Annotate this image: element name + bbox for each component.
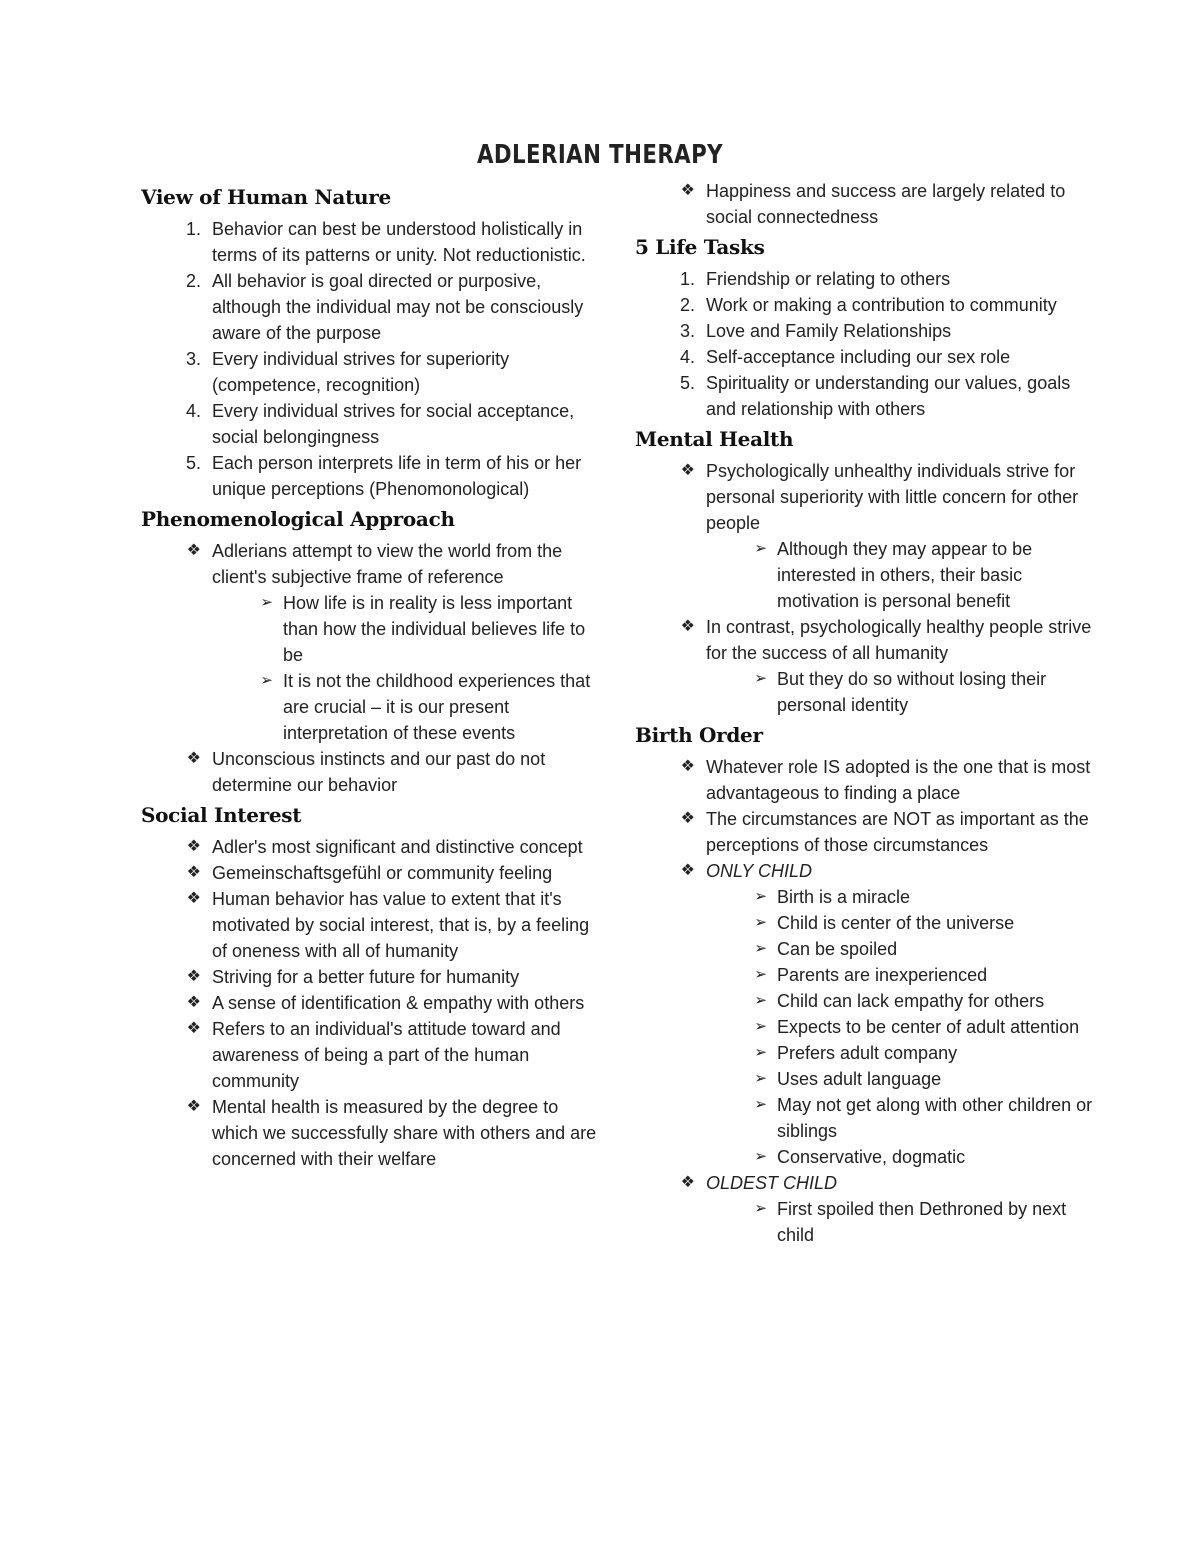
- sub-list-item: [635, 910, 1095, 936]
- arrow-bullet-icon: ➢: [754, 670, 767, 687]
- list-item: [141, 398, 601, 450]
- diamond-bullet-icon: ❖: [680, 758, 695, 775]
- arrow-bullet-icon: ➢: [754, 540, 767, 557]
- list-item-text: Striving for a better future for humanity: [212, 967, 520, 987]
- subheading-only-child: ONLY CHILD: [706, 861, 813, 881]
- diamond-bullet-icon: ❖: [680, 862, 695, 879]
- list-item-text: Although they may appear to be interested in others, their basic motivation is personal benefit: [777, 539, 1033, 611]
- list-item: [635, 1170, 1095, 1196]
- list-item: [635, 806, 1095, 858]
- diamond-bullet-icon: ❖: [680, 182, 695, 199]
- list-item-text: Work or making a contribution to community: [706, 295, 1057, 315]
- arrow-bullet-icon: ➢: [754, 966, 767, 983]
- sub-list-item: [635, 666, 1095, 718]
- list-item: [141, 346, 601, 398]
- list-item-text: Can be spoiled: [777, 939, 898, 959]
- list-item: [141, 1016, 601, 1094]
- diamond-bullet-icon: ❖: [680, 1174, 695, 1191]
- list-item-text: Behavior can best be understood holistically in terms of its patterns or unity. Not reductionistic.: [212, 219, 586, 265]
- arrow-bullet-icon: ➢: [260, 672, 273, 689]
- list-item-text: Whatever role IS adopted is the one that is most advantageous to finding a place: [706, 757, 1091, 803]
- sub-list-item: [635, 936, 1095, 962]
- list-item: [635, 754, 1095, 806]
- right-column: [635, 178, 1095, 1248]
- bullet-list-phenomenological: [141, 538, 601, 798]
- list-item-text: Each person interprets life in term of his or her unique perceptions (Phenomonological): [212, 453, 582, 499]
- list-item-text: In contrast, psychologically healthy people strive for the success of all humanity: [706, 617, 1092, 663]
- list-number: 1.: [679, 269, 695, 289]
- subheading-oldest-child: OLDEST CHILD: [706, 1173, 838, 1193]
- list-item: [141, 860, 601, 886]
- list-number: 5.: [679, 373, 695, 393]
- arrow-bullet-icon: ➢: [754, 1200, 767, 1217]
- list-item-text: Love and Family Relationships: [706, 321, 952, 341]
- section-heading-birth-order: Birth Order: [635, 723, 763, 747]
- list-item-text: Adlerians attempt to view the world from the client's subjective frame of reference: [212, 541, 563, 587]
- sub-list-item: [141, 668, 601, 746]
- diamond-bullet-icon: ❖: [680, 462, 695, 479]
- sub-list-item: [635, 1196, 1095, 1248]
- bullet-list-continued: [635, 178, 1095, 230]
- section-heading-mental-health: Mental Health: [635, 427, 794, 451]
- section-heading-phenomenological-approach: Phenomenological Approach: [141, 507, 455, 531]
- list-item-text: Conservative, dogmatic: [777, 1147, 966, 1167]
- diamond-bullet-icon: ❖: [186, 968, 201, 985]
- arrow-bullet-icon: ➢: [754, 914, 767, 931]
- list-item: [141, 990, 601, 1016]
- list-item-text: Expects to be center of adult attention: [777, 1017, 1080, 1037]
- arrow-bullet-icon: ➢: [754, 1044, 767, 1061]
- sub-list-item: [141, 590, 601, 668]
- bullet-list-social-interest: [141, 834, 601, 1172]
- diamond-bullet-icon: ❖: [186, 750, 201, 767]
- list-item-text: Prefers adult company: [777, 1043, 958, 1063]
- list-item-text: It is not the childhood experiences that are crucial – it is our present interpretation of these events: [283, 671, 591, 743]
- list-item: [635, 858, 1095, 884]
- list-item-text: Happiness and success are largely related to social connectedness: [706, 181, 1066, 227]
- sub-list-item: [635, 1092, 1095, 1144]
- list-item: [635, 614, 1095, 666]
- sub-list-item: [635, 962, 1095, 988]
- numbered-list-life-tasks: [635, 266, 1095, 422]
- list-item: [141, 886, 601, 964]
- list-item: [635, 344, 1095, 370]
- list-item-text: Every individual strives for social acceptance, social belongingness: [212, 401, 575, 447]
- diamond-bullet-icon: ❖: [680, 618, 695, 635]
- list-item: [141, 268, 601, 346]
- list-item: [635, 370, 1095, 422]
- list-item: [141, 964, 601, 990]
- list-number: 4.: [185, 401, 201, 421]
- bullet-list-mental-health: [635, 458, 1095, 718]
- list-item: [141, 746, 601, 798]
- sub-list-item: [635, 1144, 1095, 1170]
- diamond-bullet-icon: ❖: [186, 890, 201, 907]
- list-number: 4.: [679, 347, 695, 367]
- diamond-bullet-icon: ❖: [186, 994, 201, 1011]
- list-item: [141, 450, 601, 502]
- list-item: [141, 834, 601, 860]
- sub-list-item: [635, 988, 1095, 1014]
- section-heading-life-tasks: 5 Life Tasks: [635, 235, 765, 259]
- arrow-bullet-icon: ➢: [754, 1148, 767, 1165]
- list-item: [635, 458, 1095, 536]
- section-heading-social-interest: Social Interest: [141, 803, 302, 827]
- arrow-bullet-icon: ➢: [754, 992, 767, 1009]
- arrow-bullet-icon: ➢: [754, 1018, 767, 1035]
- arrow-bullet-icon: ➢: [754, 940, 767, 957]
- list-item-text: Human behavior has value to extent that it's motivated by social interest, that is, by a feeling of oneness with all of humanity: [212, 889, 590, 961]
- page-title: ADLERIAN THERAPY: [477, 140, 723, 170]
- list-item-text: Birth is a miracle: [777, 887, 911, 907]
- sub-list-item: [635, 1014, 1095, 1040]
- list-item: [635, 266, 1095, 292]
- list-item-text: Friendship or relating to others: [706, 269, 951, 289]
- sub-list-item: [635, 1040, 1095, 1066]
- list-item-text: Child is center of the universe: [777, 913, 1015, 933]
- list-item-text: Adler's most significant and distinctive concept: [212, 837, 583, 857]
- list-item-text: How life is in reality is less important than how the individual believes life to be: [283, 593, 586, 665]
- bullet-list-birth-order: [635, 754, 1095, 1248]
- list-item: [635, 292, 1095, 318]
- list-item: [635, 318, 1095, 344]
- diamond-bullet-icon: ❖: [186, 864, 201, 881]
- list-item-text: Unconscious instincts and our past do not determine our behavior: [212, 749, 546, 795]
- diamond-bullet-icon: ❖: [680, 810, 695, 827]
- arrow-bullet-icon: ➢: [754, 1096, 767, 1113]
- list-item-text: Gemeinschaftsgefühl or community feeling: [212, 863, 553, 883]
- list-number: 5.: [185, 453, 201, 473]
- list-item-text: May not get along with other children or siblings: [777, 1095, 1093, 1141]
- list-item-text: Every individual strives for superiority (competence, recognition): [212, 349, 510, 395]
- arrow-bullet-icon: ➢: [260, 594, 273, 611]
- list-item-text: Parents are inexperienced: [777, 965, 988, 985]
- diamond-bullet-icon: ❖: [186, 542, 201, 559]
- list-item: [141, 538, 601, 590]
- list-item: [635, 178, 1095, 230]
- list-item-text: A sense of identification & empathy with others: [212, 993, 585, 1013]
- arrow-bullet-icon: ➢: [754, 888, 767, 905]
- list-item-text: Spirituality or understanding our values, goals and relationship with others: [706, 373, 1071, 419]
- list-item-text: Uses adult language: [777, 1069, 942, 1089]
- diamond-bullet-icon: ❖: [186, 1098, 201, 1115]
- arrow-bullet-icon: ➢: [754, 1070, 767, 1087]
- list-item: [141, 216, 601, 268]
- list-item: [141, 1094, 601, 1172]
- sub-list-item: [635, 536, 1095, 614]
- list-number: 2.: [185, 271, 201, 291]
- list-item-text: Refers to an individual's attitude toward and awareness of being a part of the human community: [212, 1019, 561, 1091]
- list-item-text: The circumstances are NOT as important as the perceptions of those circumstances: [706, 809, 1089, 855]
- list-item-text: All behavior is goal directed or purposive, although the individual may not be consciously aware of the purpose: [212, 271, 584, 343]
- diamond-bullet-icon: ❖: [186, 838, 201, 855]
- list-number: 1.: [185, 219, 201, 239]
- diamond-bullet-icon: ❖: [186, 1020, 201, 1037]
- list-item-text: Mental health is measured by the degree to which we successfully share with others and are concerned with their welfare: [212, 1097, 597, 1169]
- list-number: 2.: [679, 295, 695, 315]
- list-item-text: Psychologically unhealthy individuals strive for personal superiority with little concern for other people: [706, 461, 1079, 533]
- left-column: [141, 180, 601, 1172]
- list-item-text: Child can lack empathy for others: [777, 991, 1045, 1011]
- sub-list-item: [635, 884, 1095, 910]
- list-number: 3.: [185, 349, 201, 369]
- list-item-text: Self-acceptance including our sex role: [706, 347, 1011, 367]
- section-heading-view-of-human-nature: View of Human Nature: [141, 185, 391, 209]
- list-number: 3.: [679, 321, 695, 341]
- list-item-text: But they do so without losing their personal identity: [777, 669, 1047, 715]
- sub-list-item: [635, 1066, 1095, 1092]
- list-item-text: First spoiled then Dethroned by next child: [777, 1199, 1067, 1245]
- numbered-list-human-nature: [141, 216, 601, 502]
